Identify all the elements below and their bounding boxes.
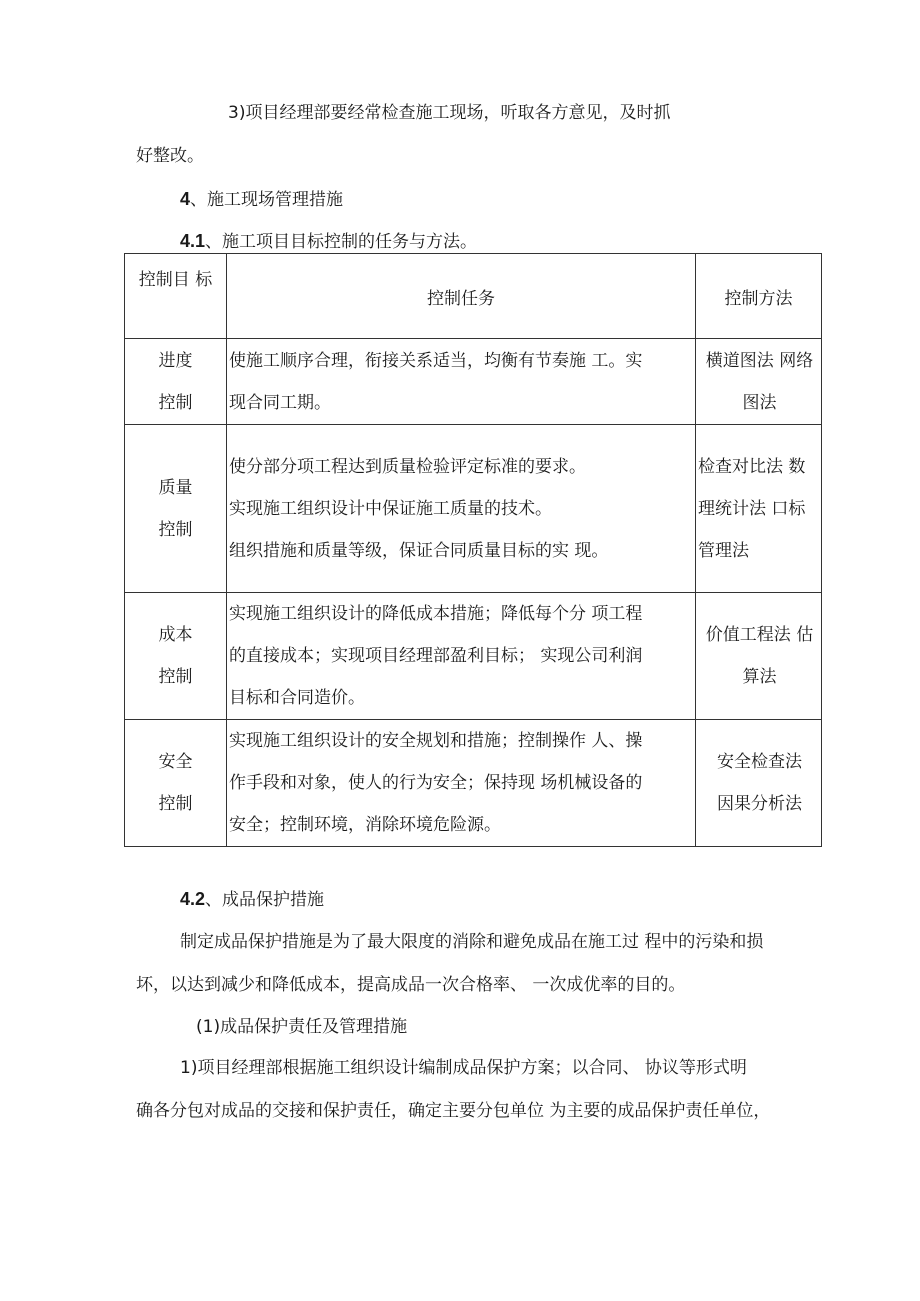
target-cell	[125, 425, 227, 593]
method-line: 管理法	[698, 540, 749, 561]
table-row	[125, 339, 822, 425]
table-header-row	[125, 254, 822, 339]
method-line: 横道图法 网络	[705, 350, 814, 371]
task-cell	[227, 593, 696, 720]
target-line: 控制	[158, 519, 193, 540]
target-line: 控制	[158, 667, 193, 687]
heading-4-2-number: 4.2	[180, 889, 206, 909]
paragraph-protection-line-2: 坏，以达到减少和降低成本，提高成品一次合格率、 一次成优率的目的。	[136, 975, 686, 995]
task-line: 作手段和对象，使人的行为安全；保持现 场机械设备的	[229, 773, 643, 793]
method-line: 安全检查法	[717, 752, 802, 772]
heading-4-number: 4	[180, 189, 191, 209]
header-method: 控制方法	[696, 254, 822, 339]
method-line: 理统计法 口标	[698, 498, 806, 519]
task-line: 实现施工组织设计的安全规划和措施；控制操作 人、操	[229, 731, 643, 751]
table-row	[125, 720, 822, 847]
task-line: 的直接成本；实现项目经理部盈利目标； 实现公司利润	[229, 646, 643, 666]
task-line: 使分部分项工程达到质量检验评定标准的要求。	[229, 456, 586, 477]
item-1-line-1: 1)项目经理部根据施工组织设计编制成品保护方案；以合同、 协议等形式明	[180, 1058, 747, 1078]
method-cell	[696, 720, 822, 847]
method-line: 因果分析法	[717, 794, 802, 814]
method-cell	[696, 425, 822, 593]
task-line: 现合同工期。	[229, 392, 331, 413]
subheading-1: (1)成品保护责任及管理措施	[196, 1017, 408, 1037]
method-line: 算法	[742, 667, 777, 687]
task-cell	[227, 339, 696, 425]
task-cell	[227, 720, 696, 847]
target-line: 质量	[158, 477, 193, 498]
target-line: 成本	[158, 625, 193, 645]
heading-4-2	[180, 887, 324, 912]
method-line: 图法	[742, 392, 777, 413]
target-line: 进度	[158, 350, 193, 371]
task-line: 组织措施和质量等级，保证合同质量目标的实 现。	[229, 540, 609, 561]
heading-4-1-text: 、施工项目目标控制的任务与方法。	[205, 232, 478, 252]
target-cell	[125, 720, 227, 847]
heading-4-2-text: 、成品保护措施	[205, 890, 325, 910]
heading-4-1	[180, 229, 477, 254]
method-cell	[696, 339, 822, 425]
paragraph-protection-line-1: 制定成品保护措施是为了最大限度的消除和避免成品在施工过 程中的污染和损	[180, 932, 764, 952]
task-line: 实现施工组织设计中保证施工质量的技术。	[229, 498, 552, 519]
paragraph-3-line-1: 3)项目经理部要经常检查施工现场，听取各方意见，及时抓	[228, 103, 671, 123]
table-row	[125, 593, 822, 720]
task-line: 实现施工组织设计的降低成本措施；降低每个分 项工程	[229, 604, 643, 624]
control-table	[124, 253, 822, 847]
table-row	[125, 425, 822, 593]
heading-4-text: 、施工现场管理措施	[190, 190, 344, 210]
target-line: 安全	[158, 752, 193, 772]
target-cell	[125, 593, 227, 720]
method-line: 检查对比法 数	[698, 456, 806, 477]
target-line: 控制	[158, 794, 193, 814]
paragraph-3-line-2: 好整改。	[136, 146, 204, 166]
item-1-line-2: 确各分包对成品的交接和保护责任，确定主要分包单位 为主要的成品保护责任单位，	[136, 1101, 771, 1121]
heading-4	[180, 187, 343, 212]
target-line: 控制	[158, 392, 193, 413]
heading-4-1-number: 4.1	[180, 231, 206, 251]
task-line: 目标和合同造价。	[229, 688, 365, 708]
task-cell	[227, 425, 696, 593]
method-cell	[696, 593, 822, 720]
task-line: 安全；控制环境，消除环境危险源。	[229, 815, 501, 835]
task-line: 使施工顺序合理，衔接关系适当，均衡有节奏施 工。实	[229, 350, 643, 371]
method-line: 价值工程法 估	[705, 625, 814, 645]
target-cell	[125, 339, 227, 425]
header-target: 控制目 标	[125, 254, 227, 339]
header-task: 控制任务	[227, 254, 696, 339]
